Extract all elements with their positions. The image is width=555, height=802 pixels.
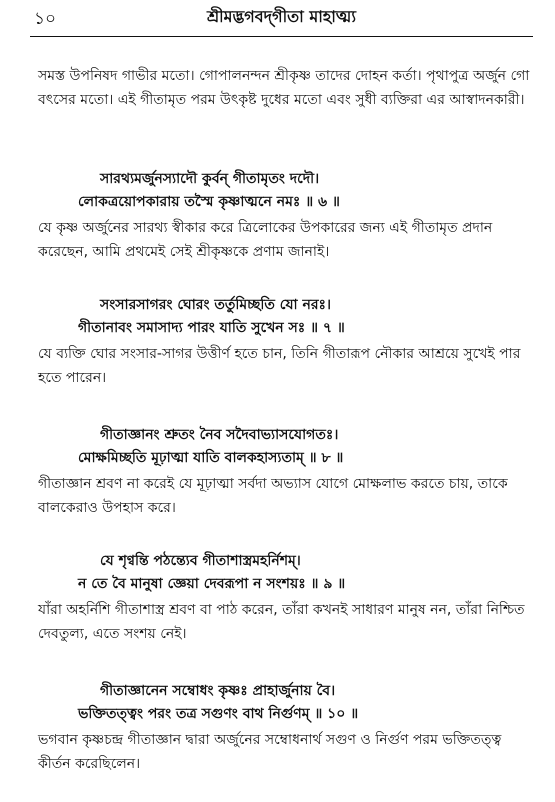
running-title: শ্রীমদ্ভগবদ্‌গীতা মাহাত্ম্য — [206, 7, 356, 26]
verse-line: সারথ্যমর্জুনস্যাদৌ কুর্বন্‌ গীতামৃতং দদৌ। — [100, 171, 320, 187]
verse-7 — [0, 294, 555, 340]
verse-10 — [0, 680, 555, 726]
verse-line: গীতাজ্ঞানং শ্রুতং নৈব সদৈবাভ্যাসযোগতঃ। — [100, 427, 339, 443]
verse-line: মোক্ষমিচ্ছতি মূঢ়াত্মা যাতি বালকহাস্যতাম্‌ ॥ ৮ ॥ — [78, 450, 344, 466]
verse-line: সংসারসাগরং ঘোরং তর্তুমিচ্ছতি যো নরঃ। — [100, 297, 331, 313]
verse-line: লোকত্রয়োপকারায় তস্মৈ কৃষ্ণাত্মনে নমঃ ॥ ৬ ॥ — [78, 194, 340, 210]
verse-line: গীতাজ্ঞানেন সম্বোধং কৃষ্ণঃ প্রাহার্জুনায় বৈ। — [100, 683, 336, 699]
verse-line: যে শৃণ্বন্তি পঠন্ত্যেব গীতাশাস্ত্রমহর্নিশম্‌। — [100, 553, 301, 569]
page-number: ১০ — [34, 9, 57, 29]
verse-translation: ভগবান কৃষ্ণচন্দ্র গীতাজ্ঞান দ্বারা অর্জুনের সম্বোধনার্থ সগুণ ও নির্গুণ পরম ভক্তিতত্ত্ব কীর্তন করেছিলেন। — [38, 732, 502, 772]
verse-8 — [0, 424, 555, 470]
verse-line: ভক্তিতত্ত্বং পরং তত্র সগুণং বাথ নির্গুণম্‌ ॥ ১০ ॥ — [78, 706, 359, 722]
intro-paragraph: সমস্ত উপনিষদ গাভীর মতো। গোপালনন্দন শ্রীকৃষ্ণ তাদের দোহন কর্তা। পৃথাপুত্র অর্জুন গো বৎসের মতো। এই গীতামৃত পরম উৎকৃষ্ট দুধের মতো এবং সুধী ব্যক্তিরা এর আস্বাদনকারী। — [38, 68, 530, 108]
verse-line: গীতানাবং সমাসাদ্য পারং যাতি সুখেন সঃ ॥ ৭ ॥ — [78, 320, 345, 336]
verse-translation: গীতাজ্ঞান শ্রবণ না করেই যে মূঢ়াত্মা সর্বদা অভ্যাস যোগে মোক্ষলাভ করতে চায়, তাকে বালকেরাও উপহাস করে। — [38, 476, 508, 516]
page-header — [30, 0, 533, 37]
verse-9 — [0, 550, 555, 596]
verse-translation: যাঁরা অহর্নিশি গীতাশাস্ত্র শ্রবণ বা পাঠ করেন, তাঁরা কখনই সাধারণ মানুষ নন, তাঁরা নিশ্চিত দেবতুল্য, এতে সংশয় নেই। — [38, 602, 525, 642]
verse-6 — [0, 168, 555, 214]
verse-translation: যে ব্যক্তি ঘোর সংসার-সাগর উত্তীর্ণ হতে চান, তিনি গীতারূপ নৌকার আশ্রয়ে সুখেই পার হতে পারেন। — [38, 346, 521, 386]
verse-line: ন তে বৈ মানুষা জ্ঞেয়া দেবরূপা ন সংশয়ঃ ॥ ৯ ॥ — [78, 576, 346, 592]
verse-translation: যে কৃষ্ণ অর্জুনের সারথ্য স্বীকার করে ত্রিলোকের উপকারের জন্য এই গীতামৃত প্রদান করেছেন, আমি প্রথমেই সেই শ্রীকৃষ্ণকে প্রণাম জানাই। — [38, 220, 493, 260]
